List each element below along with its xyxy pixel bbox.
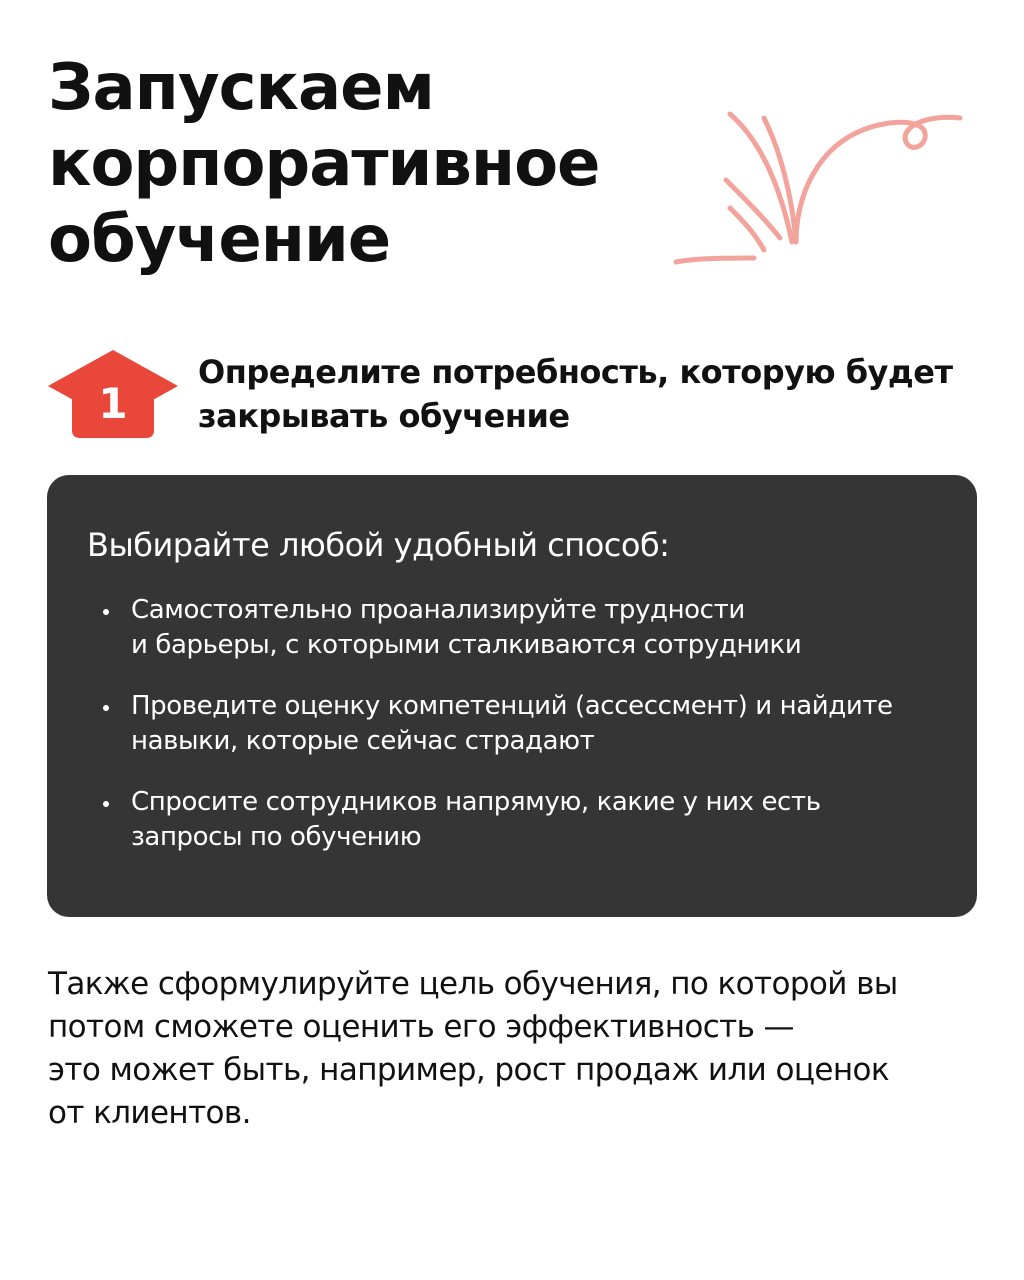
list-item-line: Спросите сотрудников напрямую, какие у них есть — [131, 787, 821, 817]
list-item-line: навыки, которые сейчас страдают — [131, 726, 595, 756]
graduation-cap-icon — [46, 346, 180, 442]
step-number: 1 — [98, 379, 128, 428]
bullet-icon — [103, 609, 109, 615]
title-line: обучение — [48, 203, 391, 277]
footer-line: от клиентов. — [48, 1095, 251, 1131]
step-heading-line: закрывать обучение — [198, 397, 570, 435]
step-heading — [198, 350, 988, 438]
list-item-line: Самостоятельно проанализируйте трудности — [131, 595, 745, 625]
list-item — [87, 689, 937, 759]
bullet-icon — [103, 705, 109, 711]
list-item — [87, 593, 937, 663]
card-intro: Выбирайте любой удобный способ: — [87, 526, 670, 564]
page-title — [48, 50, 748, 278]
list-item-line: и барьеры, с которыми сталкиваются сотрудники — [131, 630, 802, 660]
footer-line: это может быть, например, рост продаж или оценок — [48, 1052, 889, 1088]
list-item — [87, 785, 937, 855]
title-line: корпоративное — [48, 127, 600, 201]
title-line: Запускаем — [48, 51, 434, 125]
sparkle-doodle-icon — [668, 100, 968, 280]
methods-list — [87, 593, 937, 855]
list-item-line: запросы по обучению — [131, 822, 422, 852]
footer-line: потом сможете оценить его эффективность — — [48, 1009, 794, 1045]
step-heading-line: Определите потребность, которую будет — [198, 353, 953, 391]
methods-card — [47, 475, 977, 917]
footer-line: Также сформулируйте цель обучения, по которой вы — [48, 966, 898, 1002]
bullet-icon — [103, 801, 109, 807]
footer-paragraph — [48, 963, 988, 1135]
list-item-line: Проведите оценку компетенций (ассессмент) и найдите — [131, 691, 893, 721]
